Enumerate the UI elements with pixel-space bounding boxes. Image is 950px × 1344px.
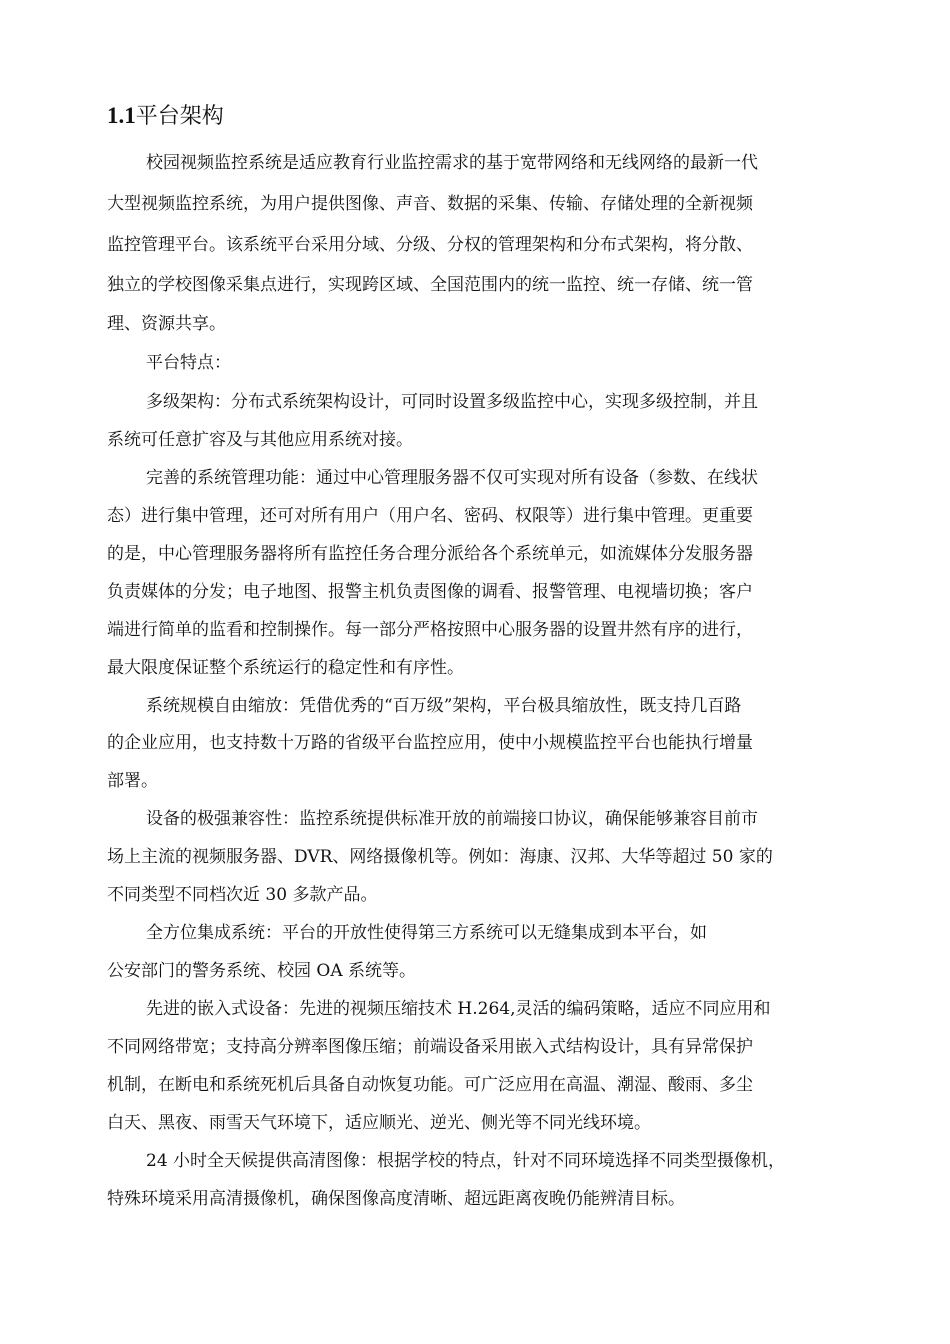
text-line: 态）进行集中管理，还可对所有用户（用户名、密码、权限等）进行集中管理。更重要 <box>107 506 753 526</box>
text-line: 不同网络带宽；支持高分辨率图像压缩；前端设备采用嵌入式结构设计，具有异常保护 <box>107 1037 753 1057</box>
text-line: 先进的嵌入式设备：先进的视频压缩技术 H.264,灵活的编码策略，适应不同应用和 <box>146 999 771 1019</box>
text-line: 的是，中心管理服务器将所有监控任务合理分派给各个系统单元，如流媒体分发服务器 <box>107 544 753 564</box>
text-line: 负责媒体的分发；电子地图、报警主机负责图像的调看、报警管理、电视墙切换；客户 <box>107 582 753 602</box>
text-line: 监控管理平台。该系统平台采用分域、分级、分权的管理架构和分布式架构，将分散、 <box>107 235 753 255</box>
text-line: 理、资源共享。 <box>107 314 226 334</box>
text-line: 最大限度保证整个系统运行的稳定性和有序性。 <box>107 658 464 678</box>
text-line: 大型视频监控系统，为用户提供图像、声音、数据的采集、传输、存储处理的全新视频 <box>107 194 753 214</box>
text-line: 平台特点： <box>146 353 231 373</box>
text-line: 系统可任意扩容及与其他应用系统对接。 <box>107 430 413 450</box>
text-line: 机制，在断电和系统死机后具备自动恢复功能。可广泛应用在高温、潮湿、酸雨、多尘 <box>107 1075 753 1095</box>
section-heading <box>107 98 224 135</box>
text-line: 全方位集成系统：平台的开放性使得第三方系统可以无缝集成到本平台，如 <box>146 923 707 943</box>
text-line: 设备的极强兼容性：监控系统提供标准开放的前端接口协议，确保能够兼容目前市 <box>146 809 758 829</box>
text-line: 不同类型不同档次近 30 多款产品。 <box>107 885 378 905</box>
text-line: 独立的学校图像采集点进行，实现跨区域、全国范围内的统一监控、统一存储、统一管 <box>107 275 753 295</box>
text-line: 系统规模自由缩放：凭借优秀的“百万级”架构，平台极具缩放性，既支持几百路 <box>146 696 742 716</box>
text-line: 多级架构：分布式系统架构设计，可同时设置多级监控中心，实现多级控制，并且 <box>146 392 758 412</box>
text-line: 24 小时全天候提供高清图像：根据学校的特点，针对不同环境选择不同类型摄像机， <box>146 1151 786 1171</box>
text-line: 特殊环境采用高清摄像机，确保图像高度清晰、超远距离夜晚仍能辨清目标。 <box>107 1189 685 1209</box>
section-title: 平台架构 <box>135 104 224 129</box>
text-line: 场上主流的视频服务器、DVR、网络摄像机等。例如：海康、汉邦、大华等超过 50 家的 <box>107 847 773 867</box>
text-line: 白天、黑夜、雨雪天气环境下，适应顺光、逆光、侧光等不同光线环境。 <box>107 1113 651 1133</box>
text-line: 部署。 <box>107 771 158 791</box>
text-line: 端进行简单的监看和控制操作。每一部分严格按照中心服务器的设置井然有序的进行， <box>107 620 753 640</box>
text-line: 完善的系统管理功能：通过中心管理服务器不仅可实现对所有设备（参数、在线状 <box>146 468 758 488</box>
section-number: 1.1 <box>107 103 136 128</box>
text-line: 的企业应用，也支持数十万路的省级平台监控应用，使中小规模监控平台也能执行增量 <box>107 733 753 753</box>
text-line: 公安部门的警务系统、校园 OA 系统等。 <box>107 961 417 981</box>
text-line: 校园视频监控系统是适应教育行业监控需求的基于宽带网络和无线网络的最新一代 <box>146 153 758 173</box>
